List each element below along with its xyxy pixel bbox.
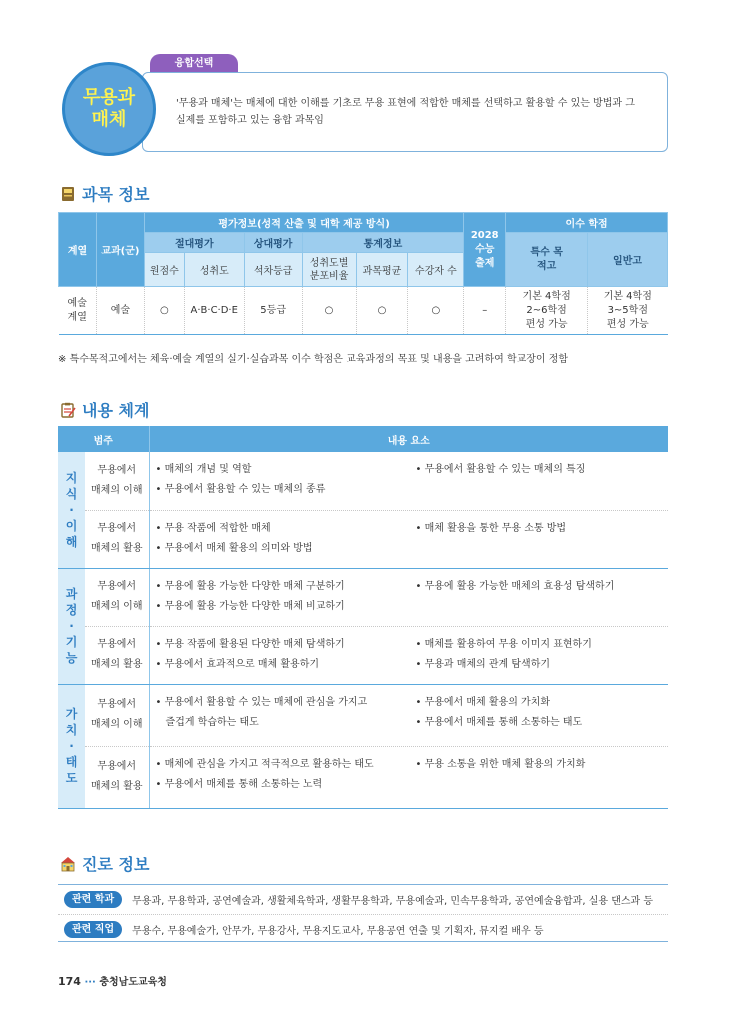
clipboard-icon <box>60 402 76 418</box>
table-row <box>58 510 668 568</box>
footer-org: 충청남도교육청 <box>99 977 167 988</box>
th-raw: 원점수 <box>144 253 184 287</box>
cell-achievement: A·B·C·D·E <box>184 287 244 335</box>
category-process: 과정·기능 <box>58 568 85 684</box>
table-row <box>58 746 668 808</box>
subject-type-tag: 융합선택 <box>150 54 238 74</box>
table-row <box>58 626 668 684</box>
cell-raw: ○ <box>144 287 184 335</box>
section-subject-info: 과목 정보 <box>60 182 149 205</box>
section-career-info: 진로 정보 <box>60 852 149 875</box>
th-special: 특수 목적고 <box>506 233 588 287</box>
th-credits: 이수 학점 <box>506 213 668 233</box>
th-students: 수강자 수 <box>408 253 464 287</box>
th-scope: 범주 <box>58 426 149 452</box>
footer-dots: ··· <box>84 977 96 988</box>
th-category: 계열 <box>59 213 97 287</box>
th-general: 일반고 <box>588 233 668 287</box>
th-absolute: 절대평가 <box>144 233 244 253</box>
th-stats: 통계정보 <box>302 233 464 253</box>
section-content-system: 내용 체계 <box>60 398 149 421</box>
cell-course: 예술 <box>96 287 144 335</box>
cell-csat: – <box>464 287 506 335</box>
th-dist: 성취도별 분포비율 <box>302 253 356 287</box>
th-achievement: 성취도 <box>184 253 244 287</box>
category-knowledge: 지식·이해 <box>58 452 85 568</box>
content-elements: • 무용 작품에 적합한 매체 • 무용에서 매체 활용의 의미와 방법 • 매체 활용을 통한 무용 소통 방법 <box>149 510 668 568</box>
cell-mean: ○ <box>356 287 408 335</box>
table-row <box>58 452 668 510</box>
table-row <box>58 568 668 626</box>
subject-description: '무용과 매체'는 매체에 대한 이해를 기초로 무용 표현에 적합한 매체를 선택하고 활용할 수 있는 방법과 그 실제를 포함하고 있는 융합 과목임 <box>176 98 635 126</box>
content-system-table <box>58 426 668 809</box>
th-course: 교과(군) <box>96 213 144 287</box>
subcategory-cell: 무용에서 매체의 이해 <box>85 684 149 746</box>
cell-students: ○ <box>408 287 464 335</box>
cell-general: 기본 4학점 3~5학점 편성 가능 <box>588 287 668 335</box>
career-info-box <box>58 884 668 942</box>
content-elements: • 매체에 관심을 가지고 적극적으로 활용하는 태도 • 무용에서 매체를 통해 소통하는 노력 • 무용 소통을 위한 매체 활용의 가치화 <box>149 746 668 808</box>
related-departments-text: 무용과, 무용학과, 공연예술과, 생활체육학과, 생활무용학과, 무용예술과, 민속무용학과, 공연예술융합과, 실용 댄스과 등 <box>132 896 654 907</box>
table-row <box>58 684 668 746</box>
related-jobs-text: 무용수, 무용예술가, 안무가, 무용강사, 무용지도교사, 무용공연 연출 및 기획자, 뮤지컬 배우 등 <box>132 925 544 937</box>
content-elements: • 무용에서 활용할 수 있는 매체에 관심을 가지고 즐겁게 학습하는 태도 • 무용에서 매체 활용의 가치화 • 무용에서 매체를 통해 소통하는 태도 <box>149 684 668 746</box>
cell-rank: 5등급 <box>244 287 302 335</box>
th-rank: 석차등급 <box>244 253 302 287</box>
cell-dist: ○ <box>302 287 356 335</box>
content-elements: • 무용에 활용 가능한 다양한 매체 구분하기 • 무용에 활용 가능한 다양한 매체 비교하기 • 무용에 활용 가능한 매체의 효용성 탐색하기 <box>149 568 668 626</box>
subject-title-badge <box>62 62 156 156</box>
content-elements: • 매체의 개념 및 역할 • 무용에서 활용할 수 있는 매체의 종류 • 무용에서 활용할 수 있는 매체의 특징 <box>149 452 668 510</box>
school-icon <box>60 856 76 872</box>
subject-title-line2: 매체 <box>91 109 127 130</box>
subject-title-line1: 무용과 <box>82 87 136 108</box>
th-elements: 내용 요소 <box>149 426 668 452</box>
table-row <box>59 287 668 335</box>
category-attitude: 가치·태도 <box>58 684 85 808</box>
subcategory-cell: 무용에서 매체의 이해 <box>85 452 149 510</box>
page-footer <box>58 973 167 988</box>
related-departments-badge: 관련 학과 <box>64 891 122 908</box>
th-eval: 평가정보(성적 산출 및 대학 제공 방식) <box>144 213 463 233</box>
related-jobs-badge: 관련 직업 <box>64 921 122 938</box>
related-departments-row <box>58 885 668 914</box>
th-relative: 상대평가 <box>244 233 302 253</box>
book-icon <box>60 186 76 202</box>
subcategory-cell: 무용에서 매체의 활용 <box>85 626 149 684</box>
credit-note: ※ 특수목적고에서는 체육·예술 계열의 실기·실습과목 이수 학점은 교육과정의 목표 및 내용을 고려하여 학교장이 정함 <box>58 354 569 365</box>
th-mean: 과목평균 <box>356 253 408 287</box>
cell-special: 기본 4학점 2~6학점 편성 가능 <box>506 287 588 335</box>
subcategory-cell: 무용에서 매체의 활용 <box>85 746 149 808</box>
th-csat: 2028 수능 출제 <box>464 213 506 287</box>
cell-category: 예술 계열 <box>59 287 97 335</box>
page-number: 174 <box>58 975 81 988</box>
content-elements: • 무용 작품에 활용된 다양한 매체 탐색하기 • 무용에서 효과적으로 매체 활용하기 • 매체를 활용하여 무용 이미지 표현하기 • 무용과 매체의 관계 탐색하기 <box>149 626 668 684</box>
subject-info-table <box>58 212 668 335</box>
subcategory-cell: 무용에서 매체의 활용 <box>85 510 149 568</box>
related-jobs-row <box>58 914 668 943</box>
subcategory-cell: 무용에서 매체의 이해 <box>85 568 149 626</box>
